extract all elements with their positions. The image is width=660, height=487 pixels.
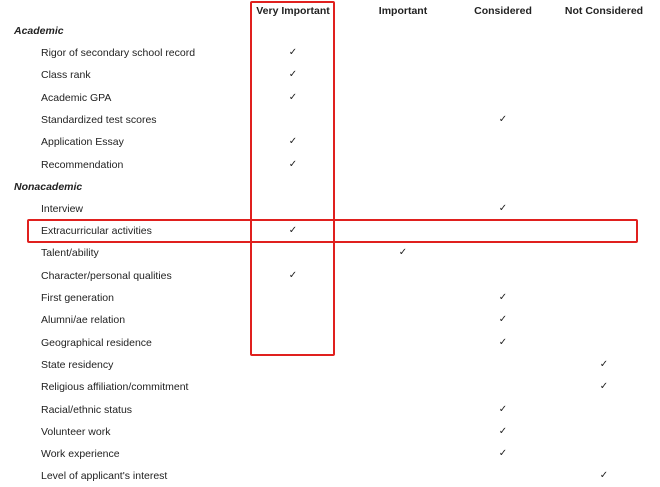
check-icon: ✓: [398, 247, 408, 259]
row-label: Talent/ability: [41, 247, 99, 260]
column-header-not-considered: Not Considered: [564, 5, 644, 17]
row-label: Interview: [41, 202, 84, 215]
column-header-very-important: Very Important: [256, 5, 330, 17]
check-icon: ✓: [498, 336, 508, 348]
check-icon: ✓: [599, 381, 609, 393]
row-label: Geographical residence: [41, 336, 152, 349]
check-icon: ✓: [288, 136, 298, 148]
check-icon: ✓: [498, 314, 508, 326]
row-label: State residency: [41, 358, 114, 371]
row-label: Academic GPA: [41, 91, 112, 104]
check-icon: ✓: [498, 425, 508, 437]
column-highlight-box: [250, 1, 335, 356]
check-icon: ✓: [288, 225, 298, 237]
row-label: Volunteer work: [41, 425, 111, 438]
column-header-considered: Considered: [474, 5, 532, 17]
row-label: Standardized test scores: [41, 113, 157, 126]
row-label: Extracurricular activities: [41, 225, 152, 238]
row-label: Racial/ethnic status: [41, 403, 133, 416]
row-label: Application Essay: [41, 136, 124, 149]
check-icon: ✓: [288, 91, 298, 103]
column-header-important: Important: [378, 5, 428, 17]
check-icon: ✓: [599, 470, 609, 482]
row-label: Rigor of secondary school record: [41, 47, 196, 59]
check-icon: ✓: [288, 269, 298, 281]
check-icon: ✓: [498, 113, 508, 125]
check-icon: ✓: [288, 69, 298, 81]
check-icon: ✓: [498, 403, 508, 415]
row-label: Class rank: [41, 69, 91, 82]
row-label: Alumni/ae relation: [41, 314, 126, 327]
row-label: Character/personal qualities: [41, 269, 172, 282]
section-title: Academic: [14, 25, 64, 37]
section-title: Nonacademic: [14, 180, 83, 193]
check-icon: ✓: [288, 47, 298, 58]
check-icon: ✓: [498, 292, 508, 303]
check-icon: ✓: [498, 448, 508, 460]
check-icon: ✓: [599, 358, 609, 370]
row-label: Religious affiliation/commitment: [41, 381, 189, 394]
row-label: First generation: [41, 292, 114, 304]
check-icon: ✓: [288, 158, 298, 170]
row-label: Recommendation: [41, 158, 124, 171]
row-label: Level of applicant's interest: [41, 470, 168, 483]
row-label: Work experience: [41, 448, 120, 461]
check-icon: ✓: [498, 202, 508, 214]
